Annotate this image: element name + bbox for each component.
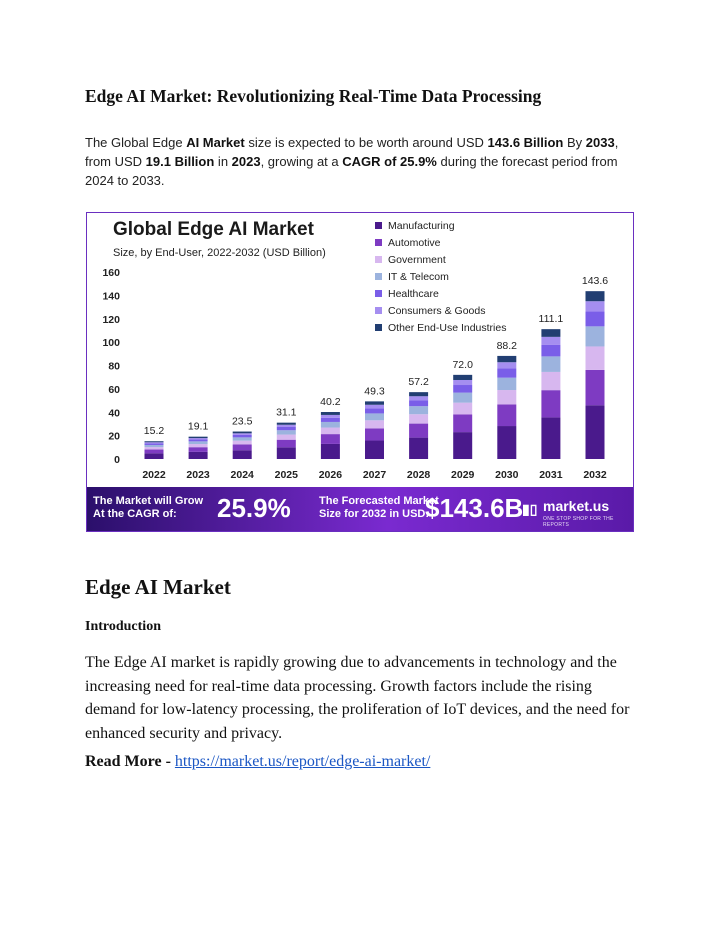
- y-tick-label: 60: [108, 383, 120, 396]
- y-tick-label: 20: [108, 430, 120, 443]
- bar-segment-it-telecom: [541, 356, 560, 372]
- bar-segment-manufacturing: [453, 432, 472, 459]
- x-tick-label: 2028: [406, 469, 431, 481]
- legend-item: [375, 217, 506, 234]
- bar-segment-healthcare: [409, 400, 428, 406]
- bar-segment-consumers-goods: [145, 442, 164, 443]
- bar-segment-government: [321, 428, 340, 435]
- bar-segment-healthcare: [586, 311, 605, 326]
- bar-segment-other-end-use-industries: [233, 432, 252, 434]
- bar-segment-consumers-goods: [321, 415, 340, 418]
- bar-total-label: 15.2: [143, 425, 165, 438]
- bar-segment-manufacturing: [189, 452, 208, 459]
- bar-segment-manufacturing: [233, 450, 252, 459]
- bar-total-label: 31.1: [276, 406, 297, 419]
- bar-segment-consumers-goods: [409, 396, 428, 400]
- bar-segment-automotive: [409, 424, 428, 438]
- bar-segment-healthcare: [189, 439, 208, 441]
- x-tick-label: 2026: [318, 469, 343, 481]
- bar-segment-automotive: [453, 414, 472, 432]
- bar-segment-consumers-goods: [277, 425, 296, 427]
- section-title: Edge AI Market: [85, 575, 231, 599]
- bar-segment-government: [409, 414, 428, 423]
- bar-segment-it-telecom: [145, 445, 164, 447]
- legend-item: [375, 268, 506, 285]
- legend-label: IT & Telecom: [388, 270, 449, 283]
- bar-segment-automotive: [586, 370, 605, 405]
- legend-swatch: [375, 290, 382, 297]
- bar-segment-it-telecom: [233, 437, 252, 440]
- bar-segment-government: [365, 420, 384, 428]
- bar-segment-manufacturing: [541, 417, 560, 459]
- legend-item: [375, 319, 506, 336]
- legend-label: Consumers & Goods: [388, 304, 486, 317]
- chart-title: Global Edge AI Market: [113, 219, 314, 240]
- x-tick-label: 2024: [230, 469, 254, 481]
- bar-total-label: 40.2: [320, 396, 341, 409]
- x-tick-label: 2032: [583, 469, 607, 481]
- bar-total-label: 111.1: [538, 313, 564, 326]
- bar-segment-consumers-goods: [365, 405, 384, 409]
- bar-total-label: 19.1: [187, 420, 209, 433]
- y-tick-label: 140: [102, 290, 120, 303]
- legend-label: Government: [388, 253, 446, 266]
- bar-segment-automotive: [321, 434, 340, 444]
- bar-segment-healthcare: [321, 418, 340, 422]
- bar-segment-automotive: [189, 447, 208, 452]
- market-us-logo: market.us: [543, 498, 610, 514]
- bar-segment-healthcare: [453, 385, 472, 393]
- bar-segment-it-telecom: [189, 441, 208, 444]
- bar-segment-automotive: [365, 428, 384, 440]
- bar-segment-government: [145, 447, 164, 449]
- market-us-logo-icon: ▮▯: [522, 501, 538, 517]
- cagr-value: 25.9%: [217, 493, 291, 523]
- bar-segment-it-telecom: [321, 422, 340, 428]
- y-tick-label: 100: [102, 337, 120, 350]
- size-caption: The Forecasted Market Size for 2032 in USD:: [319, 495, 439, 520]
- chart-subtitle: Size, by End-User, 2022-2032 (USD Billion): [113, 247, 326, 259]
- bar-segment-other-end-use-industries: [189, 437, 208, 438]
- bar-segment-consumers-goods: [233, 433, 252, 435]
- subsection-title: Introduction: [85, 619, 161, 634]
- x-tick-label: 2029: [451, 469, 475, 481]
- bar-segment-automotive: [541, 390, 560, 417]
- bar-segment-other-end-use-industries: [409, 392, 428, 396]
- bar-segment-consumers-goods: [497, 362, 516, 368]
- bar-segment-other-end-use-industries: [321, 412, 340, 415]
- bar-segment-other-end-use-industries: [497, 356, 516, 362]
- bar-segment-consumers-goods: [586, 301, 605, 311]
- x-tick-label: 2025: [274, 469, 298, 481]
- bar-segment-automotive: [497, 404, 516, 426]
- bar-segment-government: [189, 444, 208, 447]
- bar-segment-it-telecom: [586, 326, 605, 346]
- size-value: $143.6B: [425, 493, 524, 523]
- bar-segment-government: [277, 435, 296, 440]
- bar-segment-it-telecom: [365, 413, 384, 420]
- bar-segment-government: [497, 390, 516, 404]
- bar-segment-other-end-use-industries: [365, 401, 384, 404]
- bar-total-label: 143.6: [581, 275, 609, 288]
- legend-item: [375, 234, 506, 251]
- bar-segment-other-end-use-industries: [541, 329, 560, 337]
- bar-segment-manufacturing: [497, 426, 516, 459]
- y-tick-label: 120: [102, 313, 120, 326]
- bar-segment-manufacturing: [586, 405, 605, 459]
- bar-segment-automotive: [145, 450, 164, 454]
- document-title: Edge AI Market: Revolutionizing Real-Time Data Processing: [85, 86, 542, 106]
- bar-segment-other-end-use-industries: [453, 375, 472, 380]
- summary-banner: [87, 487, 633, 531]
- bar-segment-consumers-goods: [541, 337, 560, 345]
- bar-segment-healthcare: [145, 443, 164, 445]
- logo-tagline: ONE STOP SHOP FOR THE REPORTS: [543, 516, 614, 528]
- x-tick-label: 2027: [362, 469, 387, 481]
- legend-swatch: [375, 324, 382, 331]
- y-tick-label: 40: [108, 407, 120, 420]
- x-tick-label: 2031: [539, 469, 563, 481]
- bar-segment-manufacturing: [277, 447, 296, 459]
- bar-total-label: 88.2: [496, 339, 518, 352]
- bar-total-label: 49.3: [364, 385, 385, 398]
- y-tick-label: 160: [102, 267, 120, 279]
- legend-swatch: [375, 222, 382, 229]
- bar-segment-automotive: [277, 440, 296, 448]
- read-more-label: Read More -: [85, 753, 175, 770]
- intro-paragraph: The Global Edge AI Market size is expected to be worth around USD 143.6 Billion By 2033, from USD 19.1 Billion in 2023, growing at a CAGR of 25.9% during the forecast period from 2024 to 2033.: [85, 135, 619, 188]
- bar-segment-healthcare: [365, 408, 384, 413]
- x-tick-label: 2030: [495, 469, 519, 481]
- bar-segment-consumers-goods: [453, 380, 472, 385]
- bar-segment-government: [586, 346, 605, 369]
- legend-item: [375, 285, 506, 302]
- legend-item: [375, 302, 506, 319]
- legend-swatch: [375, 273, 382, 280]
- bar-segment-healthcare: [541, 345, 560, 357]
- bar-segment-healthcare: [497, 368, 516, 377]
- bar-segment-government: [453, 403, 472, 415]
- legend-label: Other End-Use Industries: [388, 321, 507, 334]
- bar-segment-manufacturing: [409, 438, 428, 459]
- legend-label: Healthcare: [388, 287, 439, 300]
- bar-segment-healthcare: [277, 427, 296, 430]
- bar-segment-consumers-goods: [189, 438, 208, 439]
- chart-legend: [375, 217, 506, 336]
- read-more: [85, 753, 430, 771]
- legend-swatch: [375, 307, 382, 314]
- cagr-caption: The Market will Grow At the CAGR of:: [93, 495, 204, 520]
- bar-segment-other-end-use-industries: [586, 291, 605, 301]
- legend-label: Automotive: [388, 236, 441, 249]
- bar-segment-it-telecom: [409, 406, 428, 414]
- y-tick-label: 80: [108, 360, 120, 373]
- bar-total-label: 23.5: [231, 415, 253, 428]
- bar-total-label: 57.2: [408, 376, 429, 389]
- introduction-paragraph: The Edge AI market is rapidly growing due to advancements in technology and the increasing need for real-time data processing. Growth factors include the rising demand for low-latency processing, the proliferation of IoT devices, and the need for enhanced security and privacy.: [85, 654, 630, 742]
- bar-segment-manufacturing: [321, 444, 340, 459]
- y-tick-label: 0: [114, 454, 120, 466]
- bar-segment-it-telecom: [453, 393, 472, 403]
- legend-swatch: [375, 239, 382, 246]
- bar-total-label: 72.0: [452, 358, 473, 371]
- market-infographic: [86, 212, 634, 532]
- bar-segment-other-end-use-industries: [277, 423, 296, 425]
- legend-item: [375, 251, 506, 268]
- legend-label: Manufacturing: [388, 219, 455, 232]
- bar-segment-it-telecom: [497, 378, 516, 390]
- x-tick-label: 2022: [142, 469, 166, 481]
- read-more-link[interactable]: https://market.us/report/edge-ai-market/: [174, 753, 431, 770]
- legend-swatch: [375, 256, 382, 263]
- bar-segment-automotive: [233, 445, 252, 451]
- bar-segment-government: [233, 441, 252, 445]
- bar-segment-government: [541, 372, 560, 390]
- bar-segment-healthcare: [233, 435, 252, 437]
- bar-segment-other-end-use-industries: [145, 441, 164, 442]
- x-tick-label: 2023: [186, 469, 210, 481]
- bar-segment-manufacturing: [365, 441, 384, 459]
- bar-segment-it-telecom: [277, 430, 296, 434]
- bar-segment-manufacturing: [145, 453, 164, 459]
